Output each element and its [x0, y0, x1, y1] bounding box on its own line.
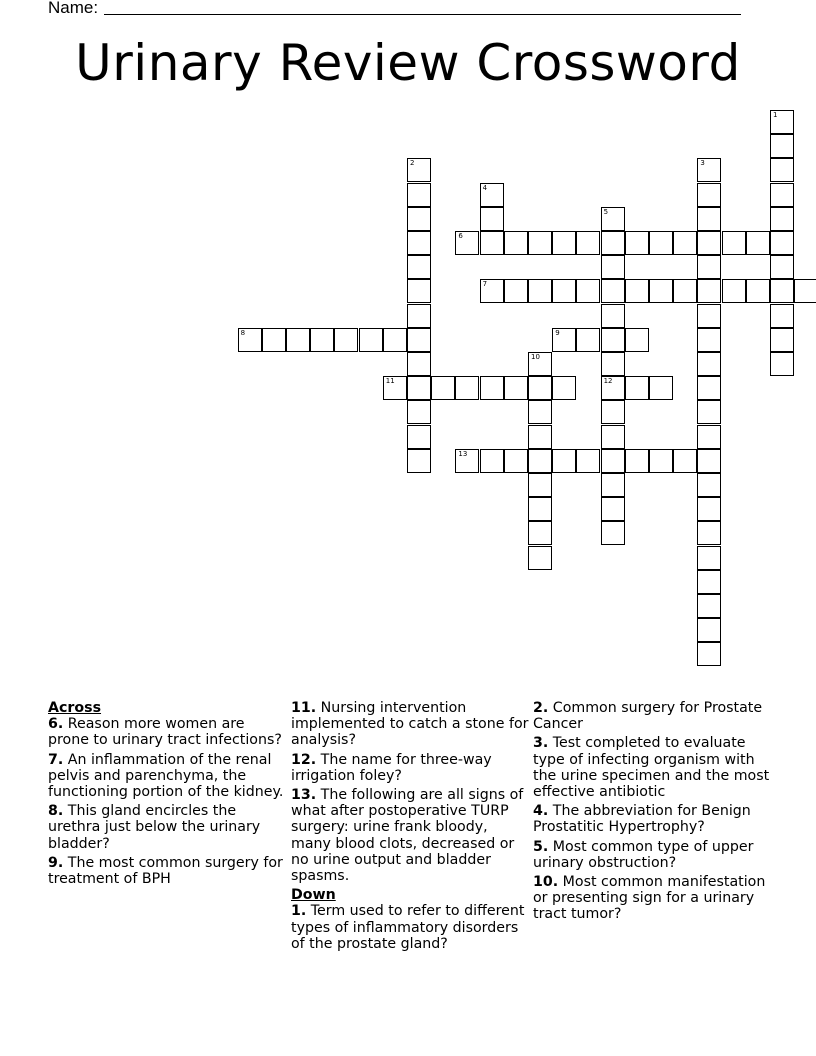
crossword-cell[interactable] — [528, 400, 552, 424]
crossword-cell[interactable] — [649, 449, 673, 473]
clue-number-label: 3 — [700, 159, 705, 168]
crossword-cell[interactable] — [528, 497, 552, 521]
crossword-cell[interactable] — [625, 449, 649, 473]
crossword-cell[interactable] — [383, 376, 407, 400]
crossword-cell[interactable] — [407, 183, 431, 207]
crossword-cell[interactable] — [310, 328, 334, 352]
clue-number-label: 4 — [482, 183, 488, 192]
crossword-cell[interactable] — [625, 376, 649, 400]
crossword-cell[interactable] — [480, 207, 504, 231]
clue-number-label: 9 — [555, 328, 560, 337]
crossword-cell[interactable] — [697, 497, 721, 521]
crossword-cell[interactable] — [601, 400, 625, 424]
crossword-cell[interactable] — [697, 449, 721, 473]
clue-number-label: 2 — [410, 159, 415, 168]
crossword-cell[interactable] — [286, 328, 310, 352]
crossword-cell[interactable] — [601, 279, 625, 303]
crossword-cell[interactable] — [722, 279, 746, 303]
crossword-cell[interactable] — [601, 497, 625, 521]
crossword-cell[interactable] — [697, 618, 721, 642]
crossword-cell[interactable] — [697, 183, 721, 207]
crossword-cell[interactable] — [697, 521, 721, 545]
clues-column-2 — [291, 700, 531, 955]
crossword-cell[interactable] — [770, 110, 794, 134]
clue-across-6: 6. Reason more women are prone to urinary tract infections? — [48, 716, 282, 749]
crossword-cell[interactable] — [673, 279, 697, 303]
crossword-cell[interactable] — [576, 279, 600, 303]
clue-down-2: 2. Common surgery for Prostate Cancer — [533, 700, 763, 733]
crossword-cell[interactable] — [334, 328, 358, 352]
crossword-cell[interactable] — [383, 328, 407, 352]
down-heading: Down — [291, 887, 336, 904]
crossword-cell[interactable] — [770, 207, 794, 231]
crossword-cell[interactable] — [407, 231, 431, 255]
crossword-cell[interactable] — [528, 449, 552, 473]
crossword-cell[interactable] — [601, 207, 625, 231]
crossword-cell[interactable] — [480, 231, 504, 255]
clue-across-12: 12. The name for three-way irrigation foley? — [291, 751, 492, 784]
clue-down-4: 4. The abbreviation for Benign Prostatitic Hypertrophy? — [533, 803, 751, 836]
crossword-cell[interactable] — [673, 449, 697, 473]
crossword-cell[interactable] — [552, 231, 576, 255]
crossword-cell[interactable] — [407, 352, 431, 376]
page-title: Urinary Review Crossword — [75, 34, 741, 92]
crossword-cell[interactable] — [746, 231, 770, 255]
crossword-cell[interactable] — [697, 279, 721, 303]
crossword-cell[interactable] — [649, 376, 673, 400]
clues-column-1 — [48, 700, 288, 890]
crossword-cell[interactable] — [552, 376, 576, 400]
crossword-cell[interactable] — [601, 376, 625, 400]
crossword-cell[interactable] — [601, 255, 625, 279]
crossword-cell[interactable] — [528, 279, 552, 303]
crossword-cell[interactable] — [455, 376, 479, 400]
crossword-cell[interactable] — [407, 425, 431, 449]
crossword-cell[interactable] — [697, 570, 721, 594]
crossword-cell[interactable] — [576, 231, 600, 255]
crossword-cell[interactable] — [746, 279, 770, 303]
crossword-cell[interactable] — [625, 328, 649, 352]
crossword-cell[interactable] — [697, 328, 721, 352]
crossword-cell[interactable] — [576, 328, 600, 352]
crossword-cell[interactable] — [407, 400, 431, 424]
crossword-cell[interactable] — [407, 449, 431, 473]
crossword-cell[interactable] — [625, 279, 649, 303]
crossword-cell[interactable] — [359, 328, 383, 352]
clue-number-label: 13 — [458, 449, 468, 458]
crossword-cell[interactable] — [552, 449, 576, 473]
crossword-cell[interactable] — [528, 352, 552, 376]
crossword-cell[interactable] — [770, 158, 794, 182]
crossword-cell[interactable] — [431, 376, 455, 400]
crossword-cell[interactable] — [528, 231, 552, 255]
crossword-cell[interactable] — [673, 231, 697, 255]
clue-across-8: 8. This gland encircles the urethra just below the urinary bladder? — [48, 803, 261, 852]
crossword-cell[interactable] — [697, 158, 721, 182]
clue-number-label: 8 — [240, 328, 246, 337]
clue-across-9: 9. The most common surgery for treatment of BPH — [48, 854, 283, 888]
crossword-cell[interactable] — [552, 328, 576, 352]
crossword-cell[interactable] — [455, 231, 479, 255]
crossword-cell[interactable] — [262, 328, 286, 352]
crossword-cell[interactable] — [625, 231, 649, 255]
crossword-cell[interactable] — [601, 425, 625, 449]
crossword-cell[interactable] — [770, 134, 794, 158]
crossword-cell[interactable] — [528, 521, 552, 545]
crossword-cell[interactable] — [480, 449, 504, 473]
crossword-cell[interactable] — [770, 279, 794, 303]
crossword-cell[interactable] — [504, 279, 528, 303]
crossword-cell[interactable] — [697, 594, 721, 618]
crossword-cell[interactable] — [770, 328, 794, 352]
crossword-cell[interactable] — [770, 304, 794, 328]
crossword-cell[interactable] — [649, 231, 673, 255]
across-heading: Across — [48, 700, 102, 716]
crossword-cell[interactable] — [528, 376, 552, 400]
clue-down-1: 1. Term used to refer to different types of inflammatory disorders of the prostate gland? — [291, 903, 525, 952]
crossword-cell[interactable] — [722, 231, 746, 255]
crossword-cell[interactable] — [528, 425, 552, 449]
clue-number-label: 5 — [603, 207, 609, 216]
clue-across-13: 13. The following are all signs of what after postoperative TURP surgery: urine frank bloody, many blood clots, decreased or no urine output and bladder spasms. — [291, 787, 524, 885]
clue-down-3: 3. Test completed to evaluate type of infecting organism with the urine specimen and the most effective antibiotic — [533, 735, 770, 801]
crossword-cell[interactable] — [697, 207, 721, 231]
crossword-cell[interactable] — [601, 449, 625, 473]
crossword-cell[interactable] — [770, 352, 794, 376]
crossword-cell[interactable] — [601, 231, 625, 255]
crossword-cell[interactable] — [697, 400, 721, 424]
crossword-cell[interactable] — [455, 449, 479, 473]
clue-across-11: 11. Nursing intervention implemented to catch a stone for analysis? — [291, 700, 529, 749]
crossword-cell[interactable] — [697, 376, 721, 400]
clue-number-label: 1 — [773, 111, 778, 119]
clue-number-label: 10 — [531, 353, 540, 361]
clue-number-label: 11 — [385, 377, 395, 386]
name-label: Name: — [48, 0, 99, 17]
clues-column-3 — [533, 700, 773, 926]
crossword-cell[interactable] — [480, 183, 504, 207]
clue-number-label: 7 — [482, 280, 488, 289]
crossword-cell[interactable] — [504, 231, 528, 255]
crossword-cell[interactable] — [407, 376, 431, 400]
crossword-cell[interactable] — [528, 473, 552, 497]
crossword-cell[interactable] — [697, 304, 721, 328]
crossword-cell[interactable] — [528, 546, 552, 570]
crossword-cell[interactable] — [601, 521, 625, 545]
crossword-cell[interactable] — [697, 425, 721, 449]
crossword-cell[interactable] — [770, 255, 794, 279]
crossword-cell[interactable] — [649, 279, 673, 303]
crossword-cell[interactable] — [407, 304, 431, 328]
crossword-cell[interactable] — [697, 642, 721, 666]
clue-down-5: 5. Most common type of upper urinary obstruction? — [533, 838, 754, 871]
crossword-cell[interactable] — [407, 158, 431, 182]
crossword-cell[interactable] — [770, 183, 794, 207]
crossword-cell[interactable] — [480, 279, 504, 303]
crossword-cell[interactable] — [601, 352, 625, 376]
crossword-cell[interactable] — [407, 255, 431, 279]
crossword-cell[interactable] — [407, 328, 431, 352]
clue-number-label: 12 — [603, 377, 613, 386]
crossword-cell[interactable] — [697, 352, 721, 376]
crossword-cell[interactable] — [407, 279, 431, 303]
crossword-cell[interactable] — [504, 449, 528, 473]
crossword-cell[interactable] — [697, 255, 721, 279]
crossword-cell[interactable] — [238, 328, 262, 352]
crossword-cell[interactable] — [601, 328, 625, 352]
crossword-cell[interactable] — [480, 376, 504, 400]
crossword-cell[interactable] — [697, 546, 721, 570]
crossword-cell[interactable] — [794, 279, 816, 303]
crossword-cell[interactable] — [504, 376, 528, 400]
clue-number-label: 6 — [458, 232, 463, 240]
crossword-cell[interactable] — [601, 473, 625, 497]
crossword-cell[interactable] — [407, 207, 431, 231]
clue-down-10: 10. Most common manifestation or presenting sign for a urinary tract tumor? — [533, 874, 766, 923]
crossword-cell[interactable] — [601, 304, 625, 328]
crossword-cell[interactable] — [576, 449, 600, 473]
crossword-cell[interactable] — [697, 231, 721, 255]
crossword-cell[interactable] — [770, 231, 794, 255]
crossword-cell[interactable] — [697, 473, 721, 497]
clue-across-7: 7. An inflammation of the renal pelvis and parenchyma, the functioning portion of the kidney. — [48, 751, 284, 801]
crossword-cell[interactable] — [552, 279, 576, 303]
